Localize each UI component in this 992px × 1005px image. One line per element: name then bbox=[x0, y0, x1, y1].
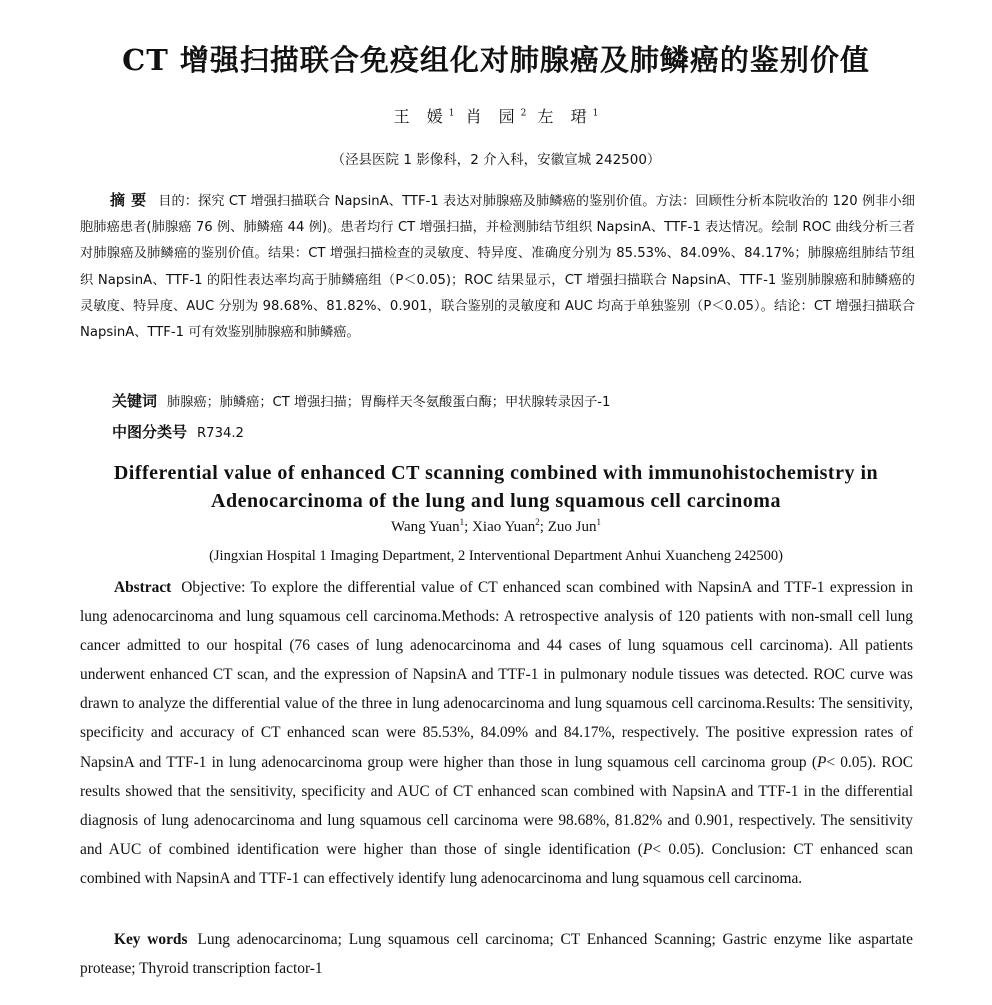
chinese-abstract-label: 摘要 bbox=[110, 191, 153, 209]
author-sup: 1 bbox=[459, 517, 465, 527]
author-sup: 1 bbox=[448, 108, 455, 119]
p-symbol: P bbox=[642, 840, 653, 858]
classification-number bbox=[112, 421, 912, 442]
chinese-abstract-text: 目的：探究 CT 增强扫描联合 NapsinA、TTF-1 表达对肺腺癌及肺鳞癌的鉴别价值。方法：回顾性分析本院收治的 120 例非小细胞肺癌患者(肺腺癌 76 例、肺鳞癌 44 例)。患者均行 CT 增强扫描，并检测肺结节组织 NapsinA、TTF-1 表达情况。绘制 ROC 曲线分析三者对肺腺癌及肺鳞癌的鉴别价值。结果：CT 增强扫描检查的灵敏度、特异度、准确度分别为 85.53%、84.09%、84.17%；肺腺癌组肺结节组织 NapsinA、TTF-1 的阳性表达率均高于肺鳞癌组（P＜0.05)；ROC 结果显示，CT 增强扫描联合 NapsinA、TTF-1 鉴别肺腺癌和肺鳞癌的灵敏度、特异度、AUC 分别为 98.68%、81.82%、0.901，联合鉴别的灵敏度和 AUC 均高于单独鉴别（P＜0.05）。结论：CT 增强扫描联合 NapsinA、TTF-1 可有效鉴别肺腺癌和肺鳞癌。 bbox=[80, 194, 915, 341]
classification-value: R734.2 bbox=[197, 426, 244, 441]
classification-label: 中图分类号 bbox=[112, 423, 188, 441]
author-name: 左 珺 bbox=[537, 107, 593, 126]
english-keywords bbox=[80, 925, 913, 983]
english-authors bbox=[0, 517, 992, 536]
english-keywords-text: Lung adenocarcinoma; Lung squamous cell carcinoma; CT Enhanced Scanning; Gastric enzyme like aspartate protease; Thyroid transcription factor-1 bbox=[80, 931, 913, 978]
author-sup: 1 bbox=[592, 108, 599, 119]
chinese-title: CT 增强扫描联合免疫组化对肺腺癌及肺鳞癌的鉴别价值 bbox=[122, 43, 870, 77]
english-affiliation: (Jingxian Hospital 1 Imaging Department, 2 Interventional Department Anhui Xuancheng 242500) bbox=[209, 548, 783, 564]
english-abstract-part3: < 0.05). Conclusion: CT enhanced scan combined with NapsinA and TTF-1 can effectively identify lung adenocarcinoma and lung squamous cell carcinoma. bbox=[80, 840, 914, 887]
chinese-keywords-label: 关键词 bbox=[112, 392, 158, 410]
chinese-authors bbox=[0, 104, 992, 127]
author-name: Zuo Jun bbox=[547, 519, 597, 535]
english-title bbox=[60, 459, 932, 515]
english-abstract-part1: Objective: To explore the differential value of CT enhanced scan combined with NapsinA and TTF-1 expression in lung adenocarcinoma and lung squamous cell carcinoma.Methods: A retrospective analysis of 120 patients with non-small cell lung cancer admitted to our hospital (76 cases of lung adenocarcinoma and 44 cases of lung squamous cell carcinoma). All patients underwent enhanced CT scan, and the expression of NapsinA and TTF-1 in pulmonary nodule tissues was detected. ROC curve was drawn to analyze the differential value of the three in lung adenocarcinoma and lung squamous cell carcinoma.Results: The sensitivity, specificity and accuracy of CT enhanced scan were 85.53%, 84.09% and 84.17%, respectively. The positive expression rates of NapsinA and TTF-1 in lung adenocarcinoma group were higher than those in lung squamous cell carcinoma group ( bbox=[80, 579, 913, 771]
author-sup: 1 bbox=[596, 517, 601, 527]
english-title-line2: Adenocarcinoma of the lung and lung squamous cell carcinoma bbox=[211, 490, 781, 512]
author-sup: 2 bbox=[520, 108, 527, 119]
p-symbol: P bbox=[816, 753, 827, 771]
author-name: Xiao Yuan bbox=[472, 519, 536, 535]
english-title-line1: Differential value of enhanced CT scanning combined with immunohistochemistry in bbox=[113, 462, 879, 484]
chinese-affiliation: （泾县医院 1 影像科，2 介入科，安徽宣城 242500） bbox=[331, 152, 661, 168]
english-abstract-part2: < 0.05). ROC results showed that the sensitivity, specificity and AUC of CT enhanced scan combined with NapsinA and TTF-1 in the differential diagnosis of lung adenocarcinoma and lung squamous cell carcinoma were 98.68%, 81.82% and 0.901, respectively. The sensitivity and AUC of combined identification were higher than those of single identification ( bbox=[80, 753, 913, 858]
author-separator: ; bbox=[464, 519, 473, 535]
author-name: 王 媛 bbox=[393, 107, 449, 126]
chinese-abstract bbox=[80, 187, 915, 346]
author-name: 肖 园 bbox=[465, 107, 521, 126]
english-abstract bbox=[80, 573, 913, 893]
english-keywords-label: Key words bbox=[114, 931, 188, 948]
author-separator: ; bbox=[539, 519, 548, 535]
author-sup: 2 bbox=[535, 517, 540, 527]
chinese-keywords-text: 肺腺癌；肺鳞癌；CT 增强扫描；胃酶样天冬氨酸蛋白酶；甲状腺转录因子-1 bbox=[167, 395, 611, 410]
chinese-keywords bbox=[112, 390, 912, 411]
english-abstract-label: Abstract bbox=[114, 579, 172, 596]
author-name: Wang Yuan bbox=[391, 519, 460, 535]
